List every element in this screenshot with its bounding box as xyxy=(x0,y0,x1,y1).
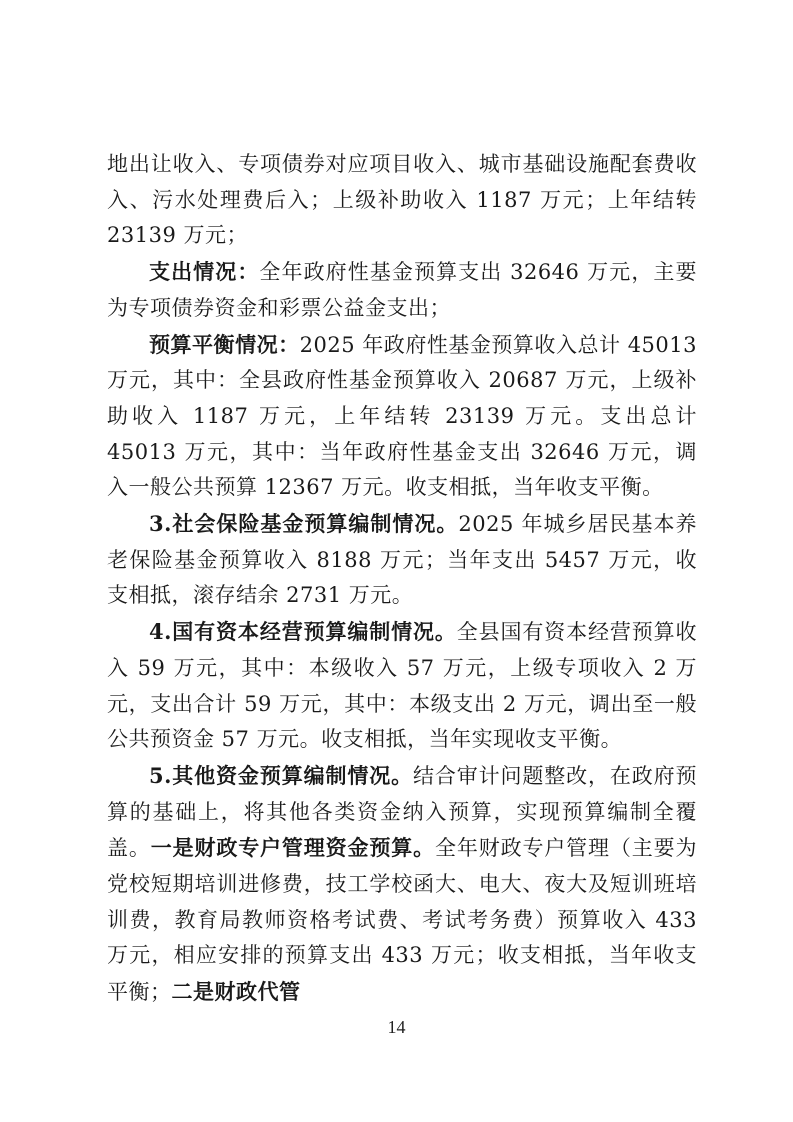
heading-budget-balance: 预算平衡情况： xyxy=(149,331,300,357)
body-text xyxy=(107,147,697,1011)
subheading-special-account: 一是财政专户管理资金预算。 xyxy=(150,835,435,861)
paragraph-text: 全县国有资本经营预算收入 59 万元，其中：本级收入 57 万元，上级专项收入 2 万元，支出合计 59 万元，其中：本级支出 2 万元，调出至一般公共预资金 57 万元。收支相抵，当年实现收支平衡。 xyxy=(107,620,698,752)
paragraph-text: 结合审计问题整改，在政府预算的基础上，将其他各类资金纳入预算，实现预算编制全覆盖。 xyxy=(107,763,698,861)
heading-social-insurance: 3.社会保险基金预算编制情况。 xyxy=(149,511,459,537)
paragraph-state-capital xyxy=(107,614,697,758)
subheading-custody-funds: 二是财政代管 xyxy=(171,979,301,1005)
paragraph-text: 全年政府性基金预算支出 32646 万元，主要为专项债券资金和彩票公益金支出； xyxy=(107,260,697,320)
heading-state-capital: 4.国有资本经营预算编制情况。 xyxy=(149,619,457,645)
heading-other-funds: 5.其他资金预算编制情况。 xyxy=(149,762,413,788)
paragraph-other-funds xyxy=(107,758,697,1011)
paragraph-budget-balance xyxy=(107,327,697,507)
paragraph-expenditure xyxy=(107,254,697,326)
paragraph-text: 2025 年政府性基金预算收入总计 45013 万元，其中：全县政府性基金预算收入 20687 万元，上级补助收入 1187 万元，上年结转 23139 万元。支出总计 45013 万元，其中：当年政府性基金支出 32646 万元，调入一般公共预算 12367 万元。收支相抵，当年收支平衡。 xyxy=(107,332,697,500)
paragraph-text: 地出让收入、专项债券对应项目收入、城市基础设施配套费收入、污水处理费后入；上级补助收入 1187 万元；上年结转 23139 万元； xyxy=(107,152,697,248)
paragraph-text: 2025 年城乡居民基本养老保险基金预算收入 8188 万元；当年支出 5457 万元，收支相抵，滚存结余 2731 万元。 xyxy=(107,512,698,608)
paragraph-social-insurance xyxy=(107,506,697,614)
paragraph-text: 全年财政专户管理（主要为党校短期培训进修费，技工学校函大、电大、夜大及短训班培训费，教育局教师资格考试费、考试考务费）预算收入 433 万元，相应安排的预算支出 433 万元；收支相抵，当年收支平衡； xyxy=(107,836,698,1005)
heading-expenditure: 支出情况： xyxy=(149,259,260,285)
paragraph-continued-income xyxy=(107,147,697,254)
page-number: 14 xyxy=(387,1017,406,1037)
